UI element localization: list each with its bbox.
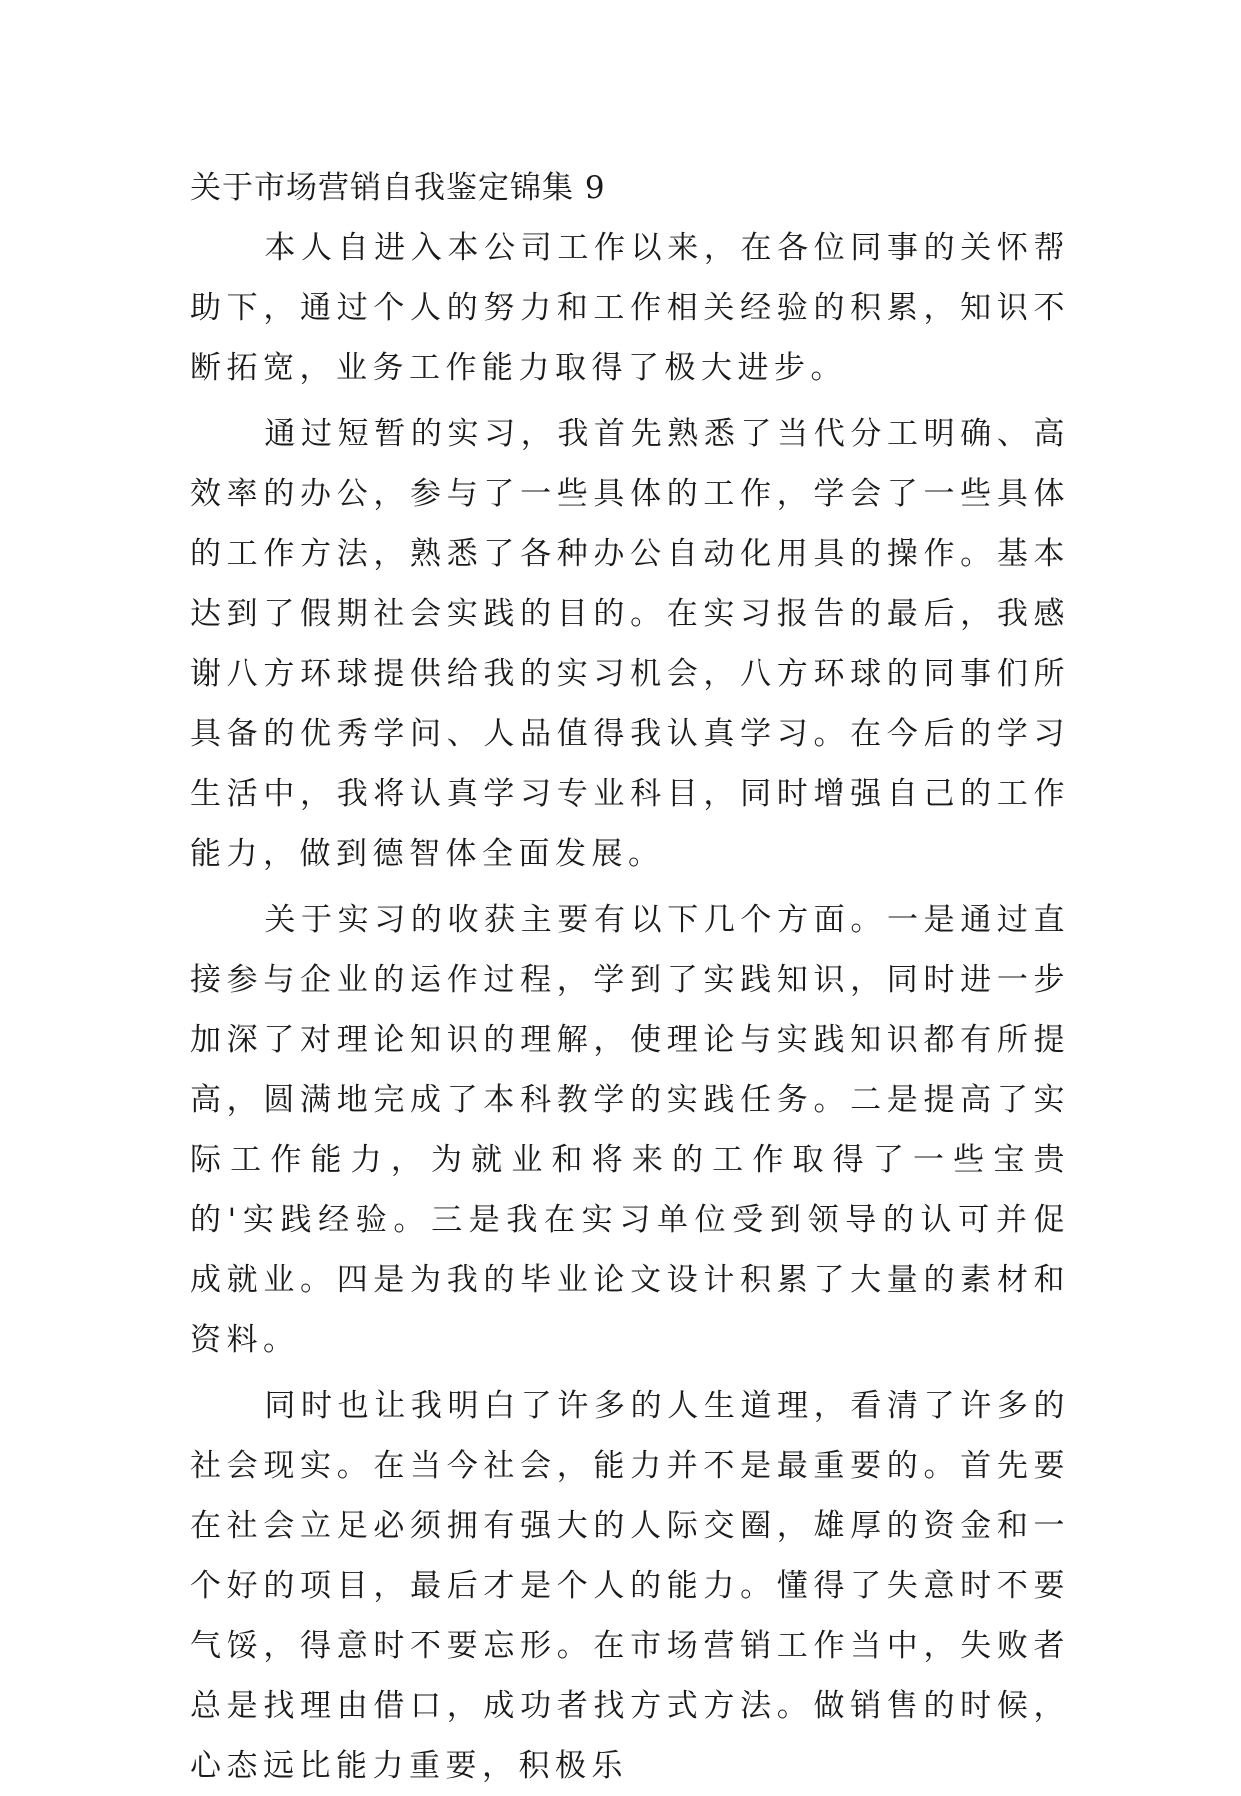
- document-body: [190, 158, 1090, 1796]
- paragraph-intro: 本人自进入本公司工作以来，在各位同事的关怀帮助下，通过个人的努力和工作相关经验的积累，知识不断拓宽，业务工作能力取得了极大进步。: [190, 230, 1070, 386]
- paragraph-gains: 关于实习的收获主要有以下几个方面。一是通过直接参与企业的运作过程，学到了实践知识，同时进一步加深了对理论知识的理解，使理论与实践知识都有所提高，圆满地完成了本科教学的实践任务。二是提高了实际工作能力，为就业和将来的工作取得了一些宝贵的'实践经验。三是我在实习单位受到领导的认可并促成就业。四是为我的毕业论文设计积累了大量的素材和资料。: [190, 902, 1070, 1358]
- paragraph-life-lessons: 同时也让我明白了许多的人生道理，看清了许多的社会现实。在当今社会，能力并不是最重要的。首先要在社会立足必须拥有强大的人际交圈，雄厚的资金和一个好的项目，最后才是个人的能力。懂得了失意时不要气馁，得意时不要忘形。在市场营销工作当中，失败者总是找理由借口，成功者找方式方法。做销售的时候，心态远比能力重要，积极乐: [190, 1388, 1070, 1784]
- paragraph-internship: 通过短暂的实习，我首先熟悉了当代分工明确、高效率的办公，参与了一些具体的工作，学会了一些具体的工作方法，熟悉了各种办公自动化用具的操作。基本达到了假期社会实践的目的。在实习报告的最后，我感谢八方环球提供给我的实习机会，八方环球的同事们所具备的优秀学问、人品值得我认真学习。在今后的学习生活中，我将认真学习专业科目，同时增强自己的工作能力，做到德智体全面发展。: [190, 416, 1070, 872]
- document-title: 关于市场营销自我鉴定锦集 9: [190, 170, 606, 206]
